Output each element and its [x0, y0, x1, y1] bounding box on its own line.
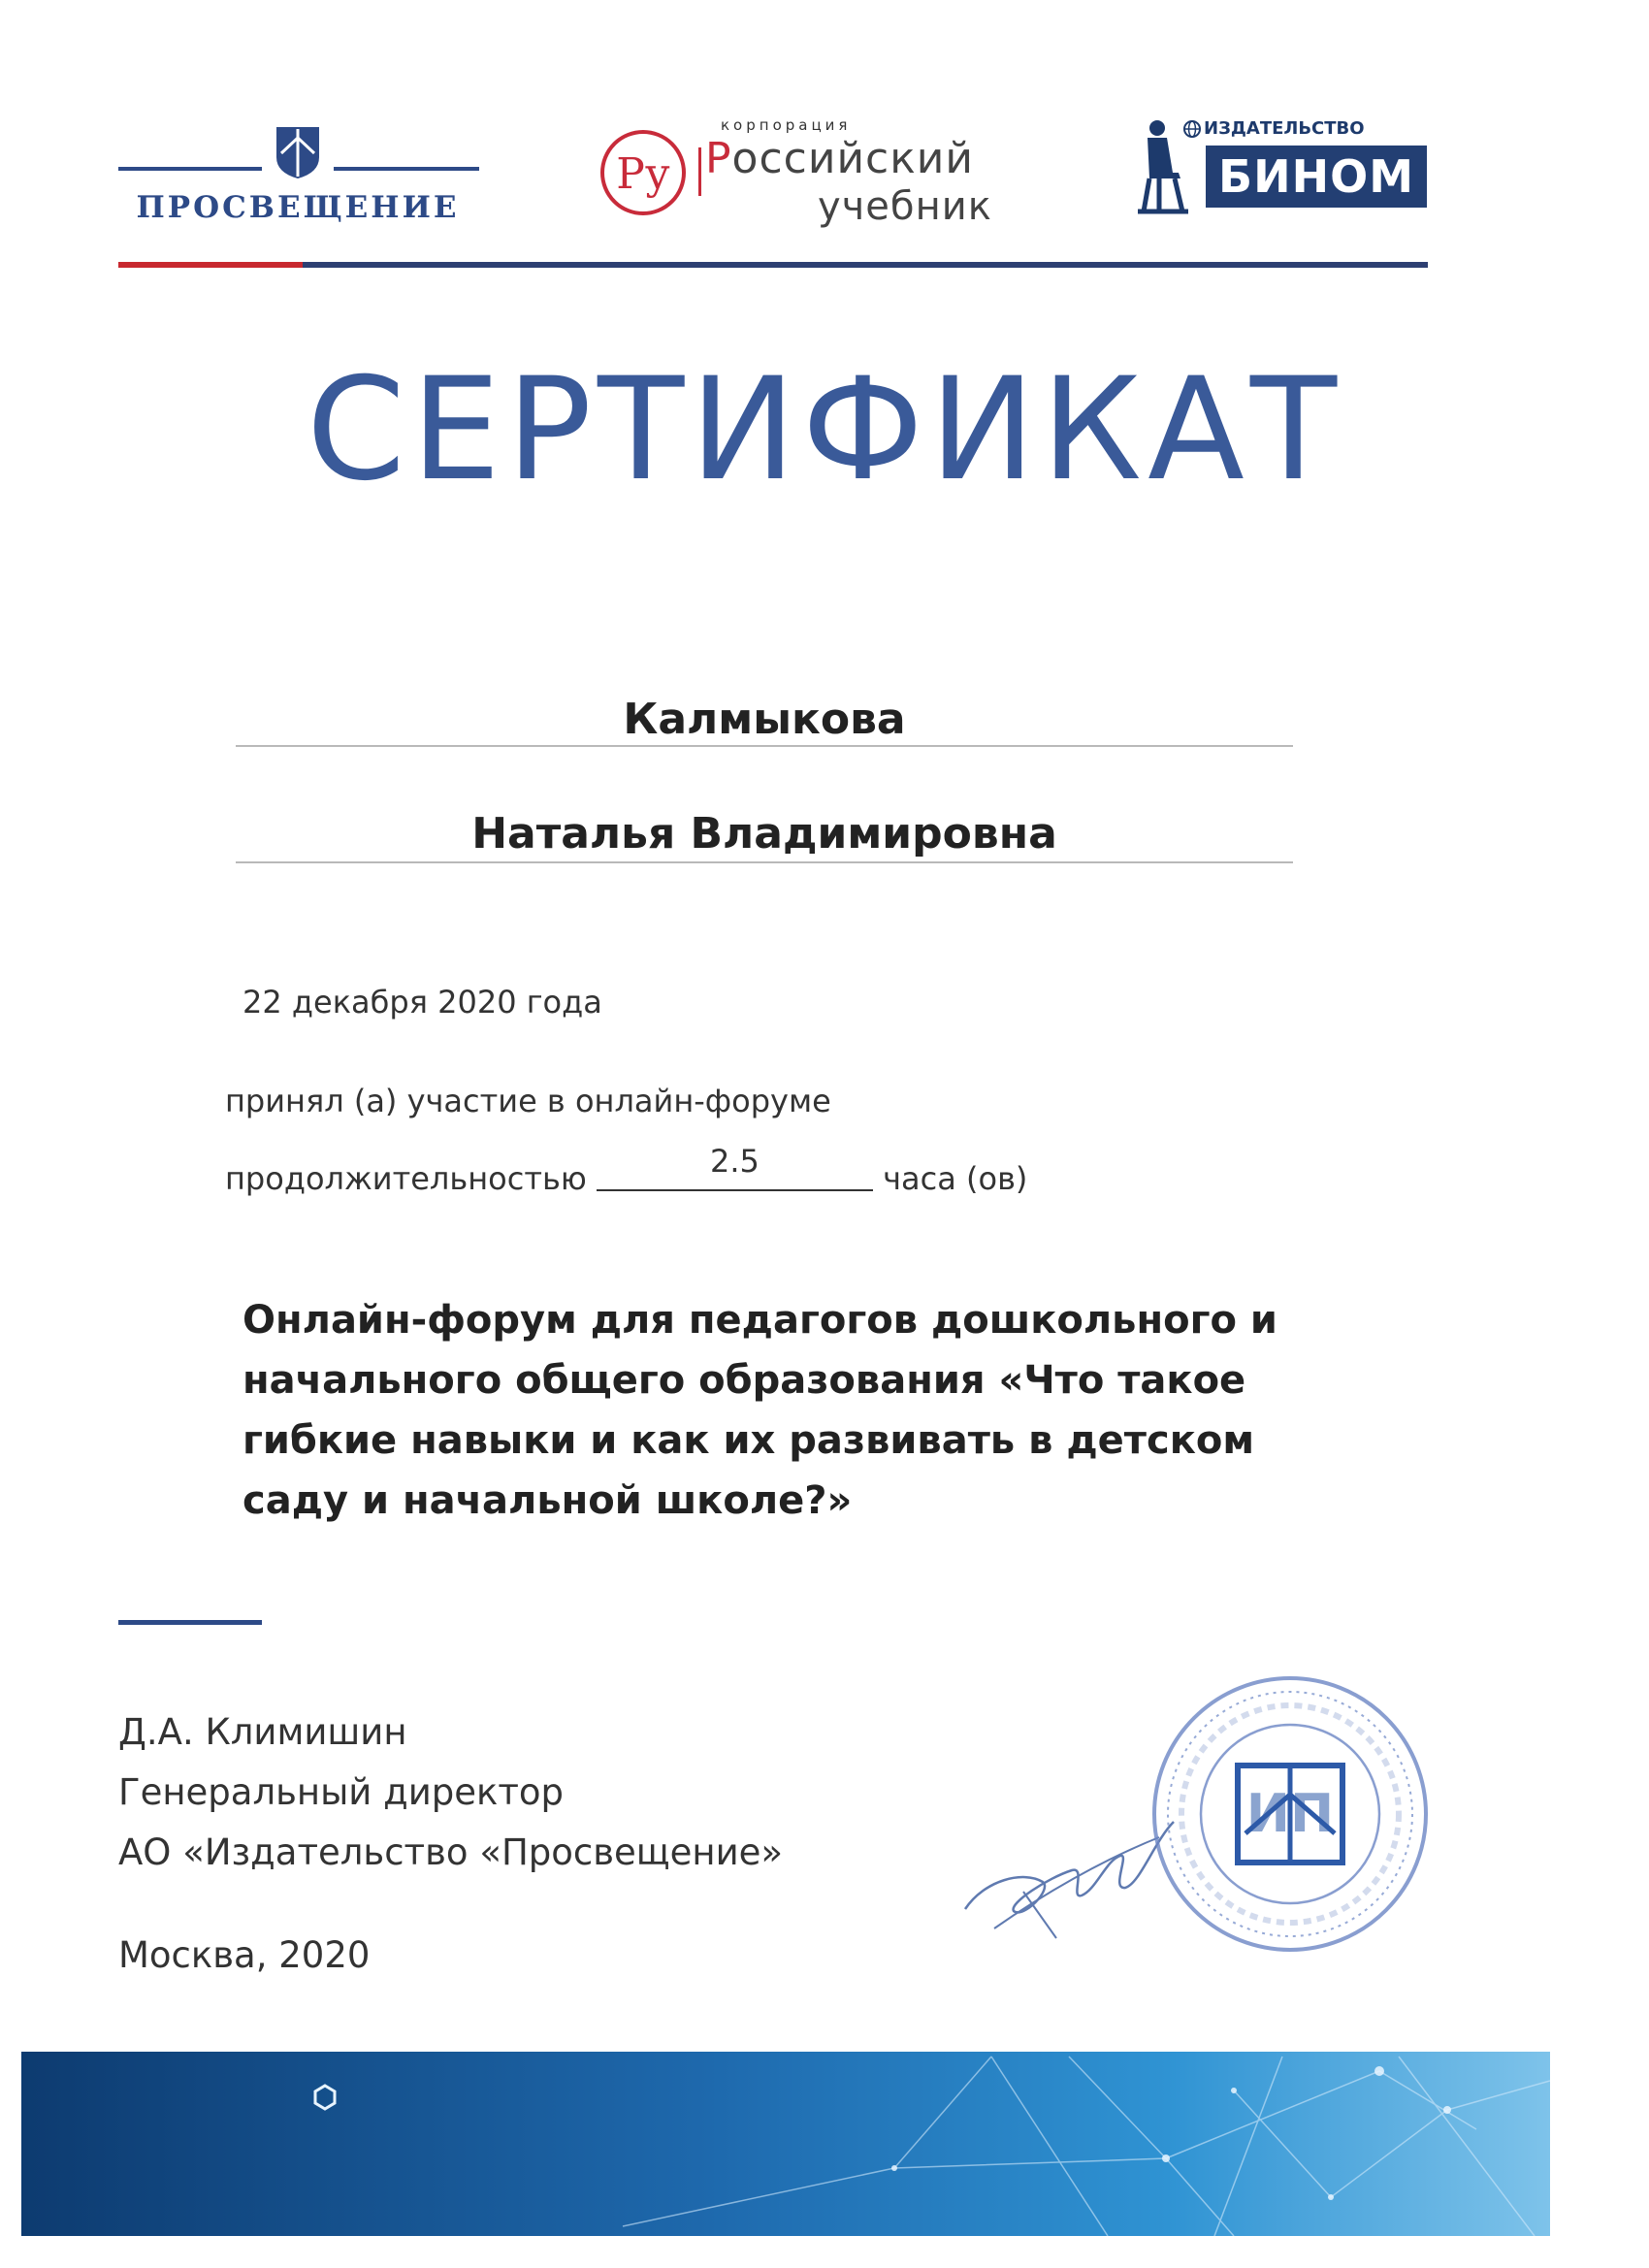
corp-label: корпорация [721, 116, 852, 134]
duration-blank [597, 1143, 873, 1191]
binom-logo-name: БИНОМ [1206, 146, 1427, 208]
duration-line [225, 1143, 1028, 1197]
participation-text: принял (а) участие в онлайн-форуме [225, 1083, 831, 1119]
place-year: Москва, 2020 [118, 1934, 371, 1976]
signatory-name: Д.А. Климишин [118, 1711, 407, 1753]
recipient-last-name: Калмыкова [623, 695, 906, 744]
ru-logo-word2: учебник [818, 184, 992, 229]
certificate-title: СЕРТИФИКАТ [306, 347, 1343, 512]
binom-person-icon [1130, 118, 1190, 215]
ru-logo-first-letter: Р [705, 134, 732, 183]
stamp-emblem: ИП [1245, 1783, 1335, 1844]
prosveshchenie-shield-icon [274, 124, 322, 180]
ru-logo-word [705, 134, 974, 183]
prosveshchenie-logo [118, 118, 479, 225]
ru-badge-text: Ру [616, 149, 670, 199]
header-rule-red [118, 262, 303, 268]
signature-divider [118, 1620, 262, 1625]
duration-suffix: часа (ов) [883, 1160, 1028, 1197]
signatory-organization: АО «Издательство «Просвещение» [118, 1831, 784, 1873]
ru-logo-divider [698, 147, 701, 196]
duration-prefix: продолжительностью [225, 1160, 587, 1197]
event-date: 22 декабря 2020 года [242, 984, 602, 1021]
last-name-underline [236, 745, 1293, 747]
binom-logo-label: ИЗДАТЕЛЬСТВО [1204, 118, 1365, 139]
binom-logo [1130, 118, 1431, 215]
footer-decorative-band [21, 2052, 1550, 2236]
prosveshchenie-logo-text: ПРОСВЕЩЕНИЕ [136, 190, 460, 225]
ru-circle-emblem-icon [597, 126, 690, 219]
first-name-underline [236, 861, 1293, 863]
round-stamp [1145, 1669, 1436, 1960]
forum-title: Онлайн-форум для педагогов дошкольного и начального общего образования «Что такое гибкие навыки и как их развивать в детском саду и начальной школе?» [242, 1298, 1277, 1523]
globe-icon [1182, 119, 1202, 139]
recipient-first-middle-name: Наталья Владимировна [471, 809, 1057, 859]
header-rule-blue [303, 262, 1428, 268]
duration-value: 2.5 [709, 1143, 760, 1180]
ru-logo-word-rest: оссийский [731, 134, 974, 183]
rossiyskiy-uchebnik-logo [597, 116, 1023, 233]
signatory-position: Генеральный директор [118, 1771, 565, 1813]
footer-network-graphic [21, 2052, 1550, 2236]
